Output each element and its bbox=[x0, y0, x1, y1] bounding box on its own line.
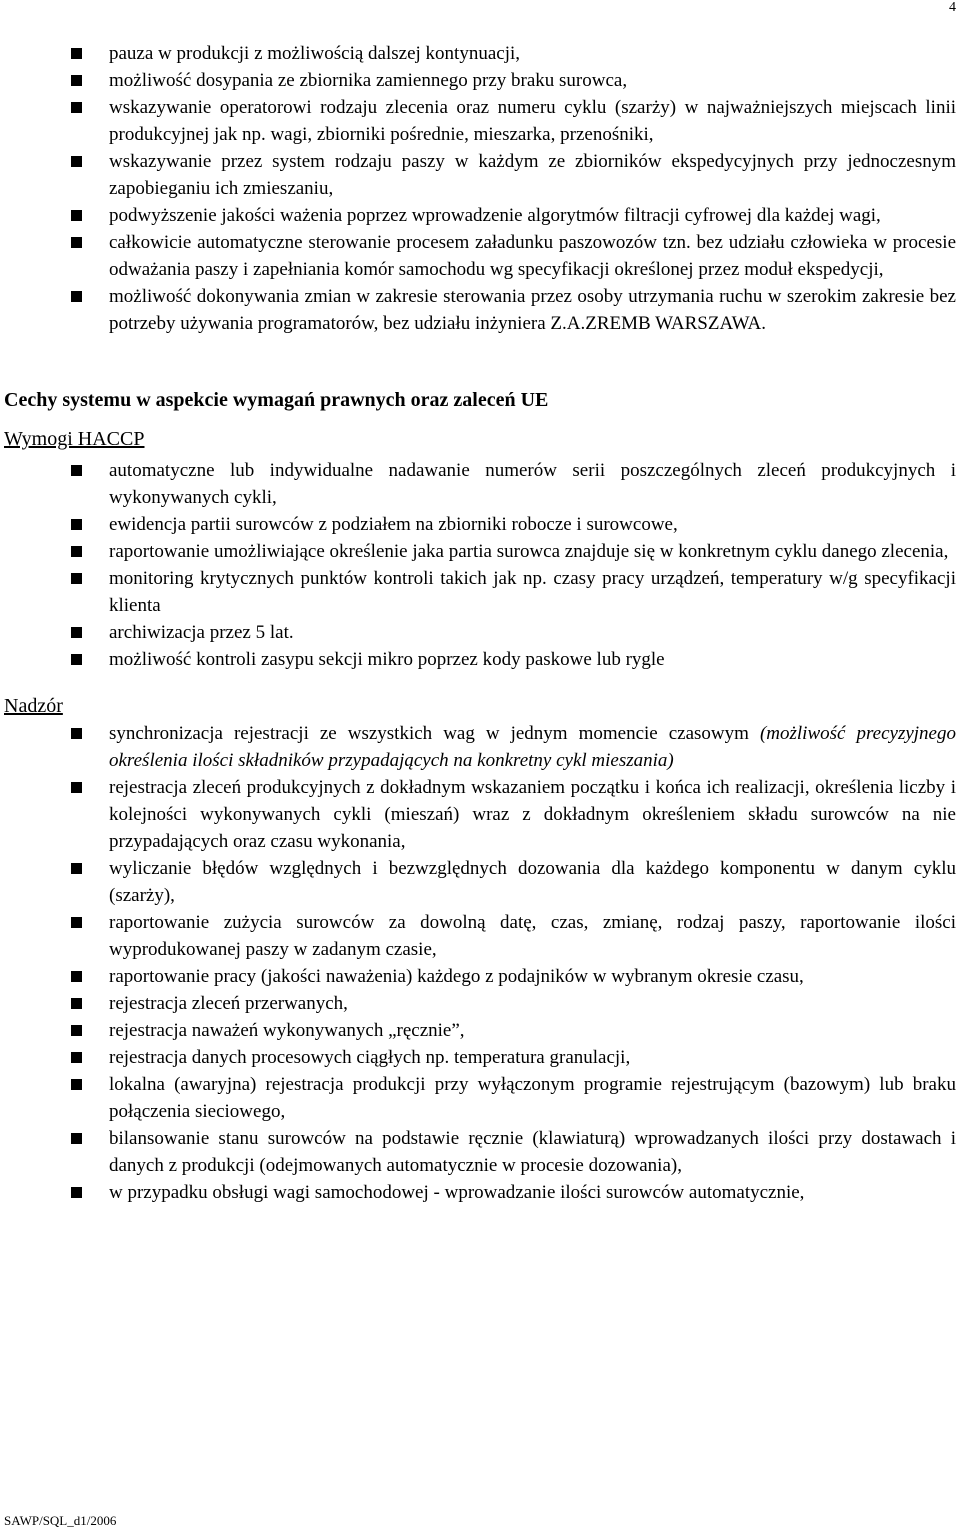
list-item-text: monitoring krytycznych punktów kontroli takich jak np. czasy pracy urządzeń, temperatury w/g specyfikacji klienta bbox=[109, 568, 956, 616]
list-item-text: lokalna (awaryjna) rejestracja produkcji przy wyłączonym programie rejestrującym (bazowym) lub braku połączenia sieciowego, bbox=[109, 1074, 956, 1122]
list-item bbox=[0, 646, 960, 673]
square-bullet-icon bbox=[71, 728, 82, 739]
square-bullet-icon bbox=[71, 782, 82, 793]
square-bullet-icon bbox=[71, 1079, 82, 1090]
top-bullet-list bbox=[0, 40, 960, 337]
list-item bbox=[0, 283, 960, 337]
square-bullet-icon bbox=[71, 102, 82, 113]
list-item bbox=[0, 1044, 960, 1071]
list-item bbox=[0, 94, 960, 148]
square-bullet-icon bbox=[71, 291, 82, 302]
list-item-text: rejestracja zleceń produkcyjnych z dokładnym wskazaniem początku i końca ich realizacji, określenia liczby i kolejności wykonywanych cykli (mieszań) wraz z dokładnym określeniem składu surowców na nie przypadających oraz czasu wykonania, bbox=[109, 777, 956, 852]
list-item-text: raportowanie zużycia surowców za dowolną datę, czas, zmianę, rodzaj paszy, raportowanie ilości wyprodukowanej paszy w zadanym czasie, bbox=[109, 912, 956, 960]
square-bullet-icon bbox=[71, 465, 82, 476]
list-item bbox=[0, 229, 960, 283]
square-bullet-icon bbox=[71, 627, 82, 638]
list-item bbox=[0, 720, 960, 774]
square-bullet-icon bbox=[71, 519, 82, 530]
list-item bbox=[0, 148, 960, 202]
list-item-text: bilansowanie stanu surowców na podstawie ręcznie (klawiaturą) wprowadzanych ilości przy dostawach i danych z produkcji (odejmowanych automatycznie w procesie dozowania), bbox=[109, 1128, 956, 1176]
list-item-text: raportowanie pracy (jakości naważenia) każdego z podajników w wybranym okresie czasu, bbox=[109, 966, 804, 987]
list-item-text: rejestracja naważeń wykonywanych „ręcznie”, bbox=[109, 1020, 465, 1041]
list-item bbox=[0, 538, 960, 565]
haccp-bullet-list bbox=[0, 457, 960, 673]
nadzor-heading: Nadzór bbox=[4, 695, 63, 717]
square-bullet-icon bbox=[71, 156, 82, 167]
square-bullet-icon bbox=[71, 237, 82, 248]
list-item bbox=[0, 1071, 960, 1125]
square-bullet-icon bbox=[71, 971, 82, 982]
square-bullet-icon bbox=[71, 573, 82, 584]
list-item bbox=[0, 1017, 960, 1044]
list-item bbox=[0, 909, 960, 963]
document-body bbox=[0, 40, 960, 1206]
list-item-text: automatyczne lub indywidualne nadawanie numerów serii poszczególnych zleceń produkcyjnych i wykonywanych cykli, bbox=[109, 460, 956, 508]
list-item-text: rejestracja zleceń przerwanych, bbox=[109, 993, 348, 1014]
list-item bbox=[0, 774, 960, 855]
list-item bbox=[0, 67, 960, 94]
page-number: 4 bbox=[949, 0, 956, 15]
nadzor-bullet-list bbox=[0, 720, 960, 774]
square-bullet-icon bbox=[71, 654, 82, 665]
list-item-text: w przypadku obsługi wagi samochodowej - wprowadzanie ilości surowców automatycznie, bbox=[109, 1182, 805, 1203]
list-item bbox=[0, 1179, 960, 1206]
list-item bbox=[0, 619, 960, 646]
list-item-text: wskazywanie przez system rodzaju paszy w każdym ze zbiorników ekspedycyjnych przy jednoczesnym zapobieganiu ich zmieszaniu, bbox=[109, 151, 956, 199]
list-item-text: całkowicie automatyczne sterowanie procesem załadunku paszowozów tzn. bez udziału człowieka w procesie odważania paszy i zapełniania komór samochodu wg specyfikacji określonej przez moduł ekspedycji, bbox=[109, 232, 956, 280]
list-item-text: możliwość dokonywania zmian w zakresie sterowania przez osoby utrzymania ruchu w szerokim zakresie bez potrzeby używania programatorów, bez udziału inżyniera Z.A.ZREMB WARSZAWA. bbox=[109, 286, 956, 334]
list-item bbox=[0, 855, 960, 909]
list-item-text: podwyższenie jakości ważenia poprzez wprowadzenie algorytmów filtracji cyfrowej dla każdej wagi, bbox=[109, 205, 881, 226]
section-heading: Cechy systemu w aspekcie wymagań prawnych oraz zaleceń UE bbox=[4, 389, 549, 411]
square-bullet-icon bbox=[71, 998, 82, 1009]
list-item-text: wskazywanie operatorowi rodzaju zlecenia oraz numeru cyklu (szarży) w najważniejszych miejscach linii produkcyjnej jak np. wagi, zbiorniki pośrednie, mieszarka, przenośniki, bbox=[109, 97, 956, 145]
list-item bbox=[0, 511, 960, 538]
list-item bbox=[0, 1125, 960, 1179]
nadzor-bullet-list-continued bbox=[0, 774, 960, 1206]
list-item bbox=[0, 963, 960, 990]
square-bullet-icon bbox=[71, 75, 82, 86]
list-item-text bbox=[109, 723, 956, 771]
list-item-text: raportowanie umożliwiające określenie jaka partia surowca znajduje się w konkretnym cyklu danego zlecenia, bbox=[109, 541, 949, 562]
list-item bbox=[0, 40, 960, 67]
square-bullet-icon bbox=[71, 210, 82, 221]
list-item-italic-note: (możliwość precyzyjnego określenia ilości składników przypadających na konkretny cykl mieszania) bbox=[109, 723, 956, 771]
square-bullet-icon bbox=[71, 1187, 82, 1198]
list-item-text: pauza w produkcji z możliwością dalszej kontynuacji, bbox=[109, 43, 521, 64]
list-item bbox=[0, 202, 960, 229]
list-item bbox=[0, 565, 960, 619]
square-bullet-icon bbox=[71, 546, 82, 557]
square-bullet-icon bbox=[71, 48, 82, 59]
list-item-text: możliwość dosypania ze zbiornika zamiennego przy braku surowca, bbox=[109, 70, 628, 91]
list-item-main-text: synchronizacja rejestracji ze wszystkich wag w jednym momencie czasowym bbox=[109, 723, 749, 744]
list-item-text: archiwizacja przez 5 lat. bbox=[109, 622, 294, 643]
list-item bbox=[0, 990, 960, 1017]
haccp-heading: Wymogi HACCP bbox=[4, 428, 145, 450]
list-item-text: rejestracja danych procesowych ciągłych np. temperatura granulacji, bbox=[109, 1047, 631, 1068]
square-bullet-icon bbox=[71, 917, 82, 928]
document-code: SAWP/SQL_d1/2006 bbox=[4, 1513, 117, 1528]
list-item bbox=[0, 457, 960, 511]
list-item-text: ewidencja partii surowców z podziałem na zbiorniki robocze i surowcowe, bbox=[109, 514, 678, 535]
square-bullet-icon bbox=[71, 1025, 82, 1036]
square-bullet-icon bbox=[71, 1133, 82, 1144]
list-item-text: możliwość kontroli zasypu sekcji mikro poprzez kody paskowe lub rygle bbox=[109, 649, 665, 670]
square-bullet-icon bbox=[71, 863, 82, 874]
list-item-text: wyliczanie błędów względnych i bezwzględnych dozowania dla każdego komponentu w danym cyklu (szarży), bbox=[109, 858, 956, 906]
square-bullet-icon bbox=[71, 1052, 82, 1063]
